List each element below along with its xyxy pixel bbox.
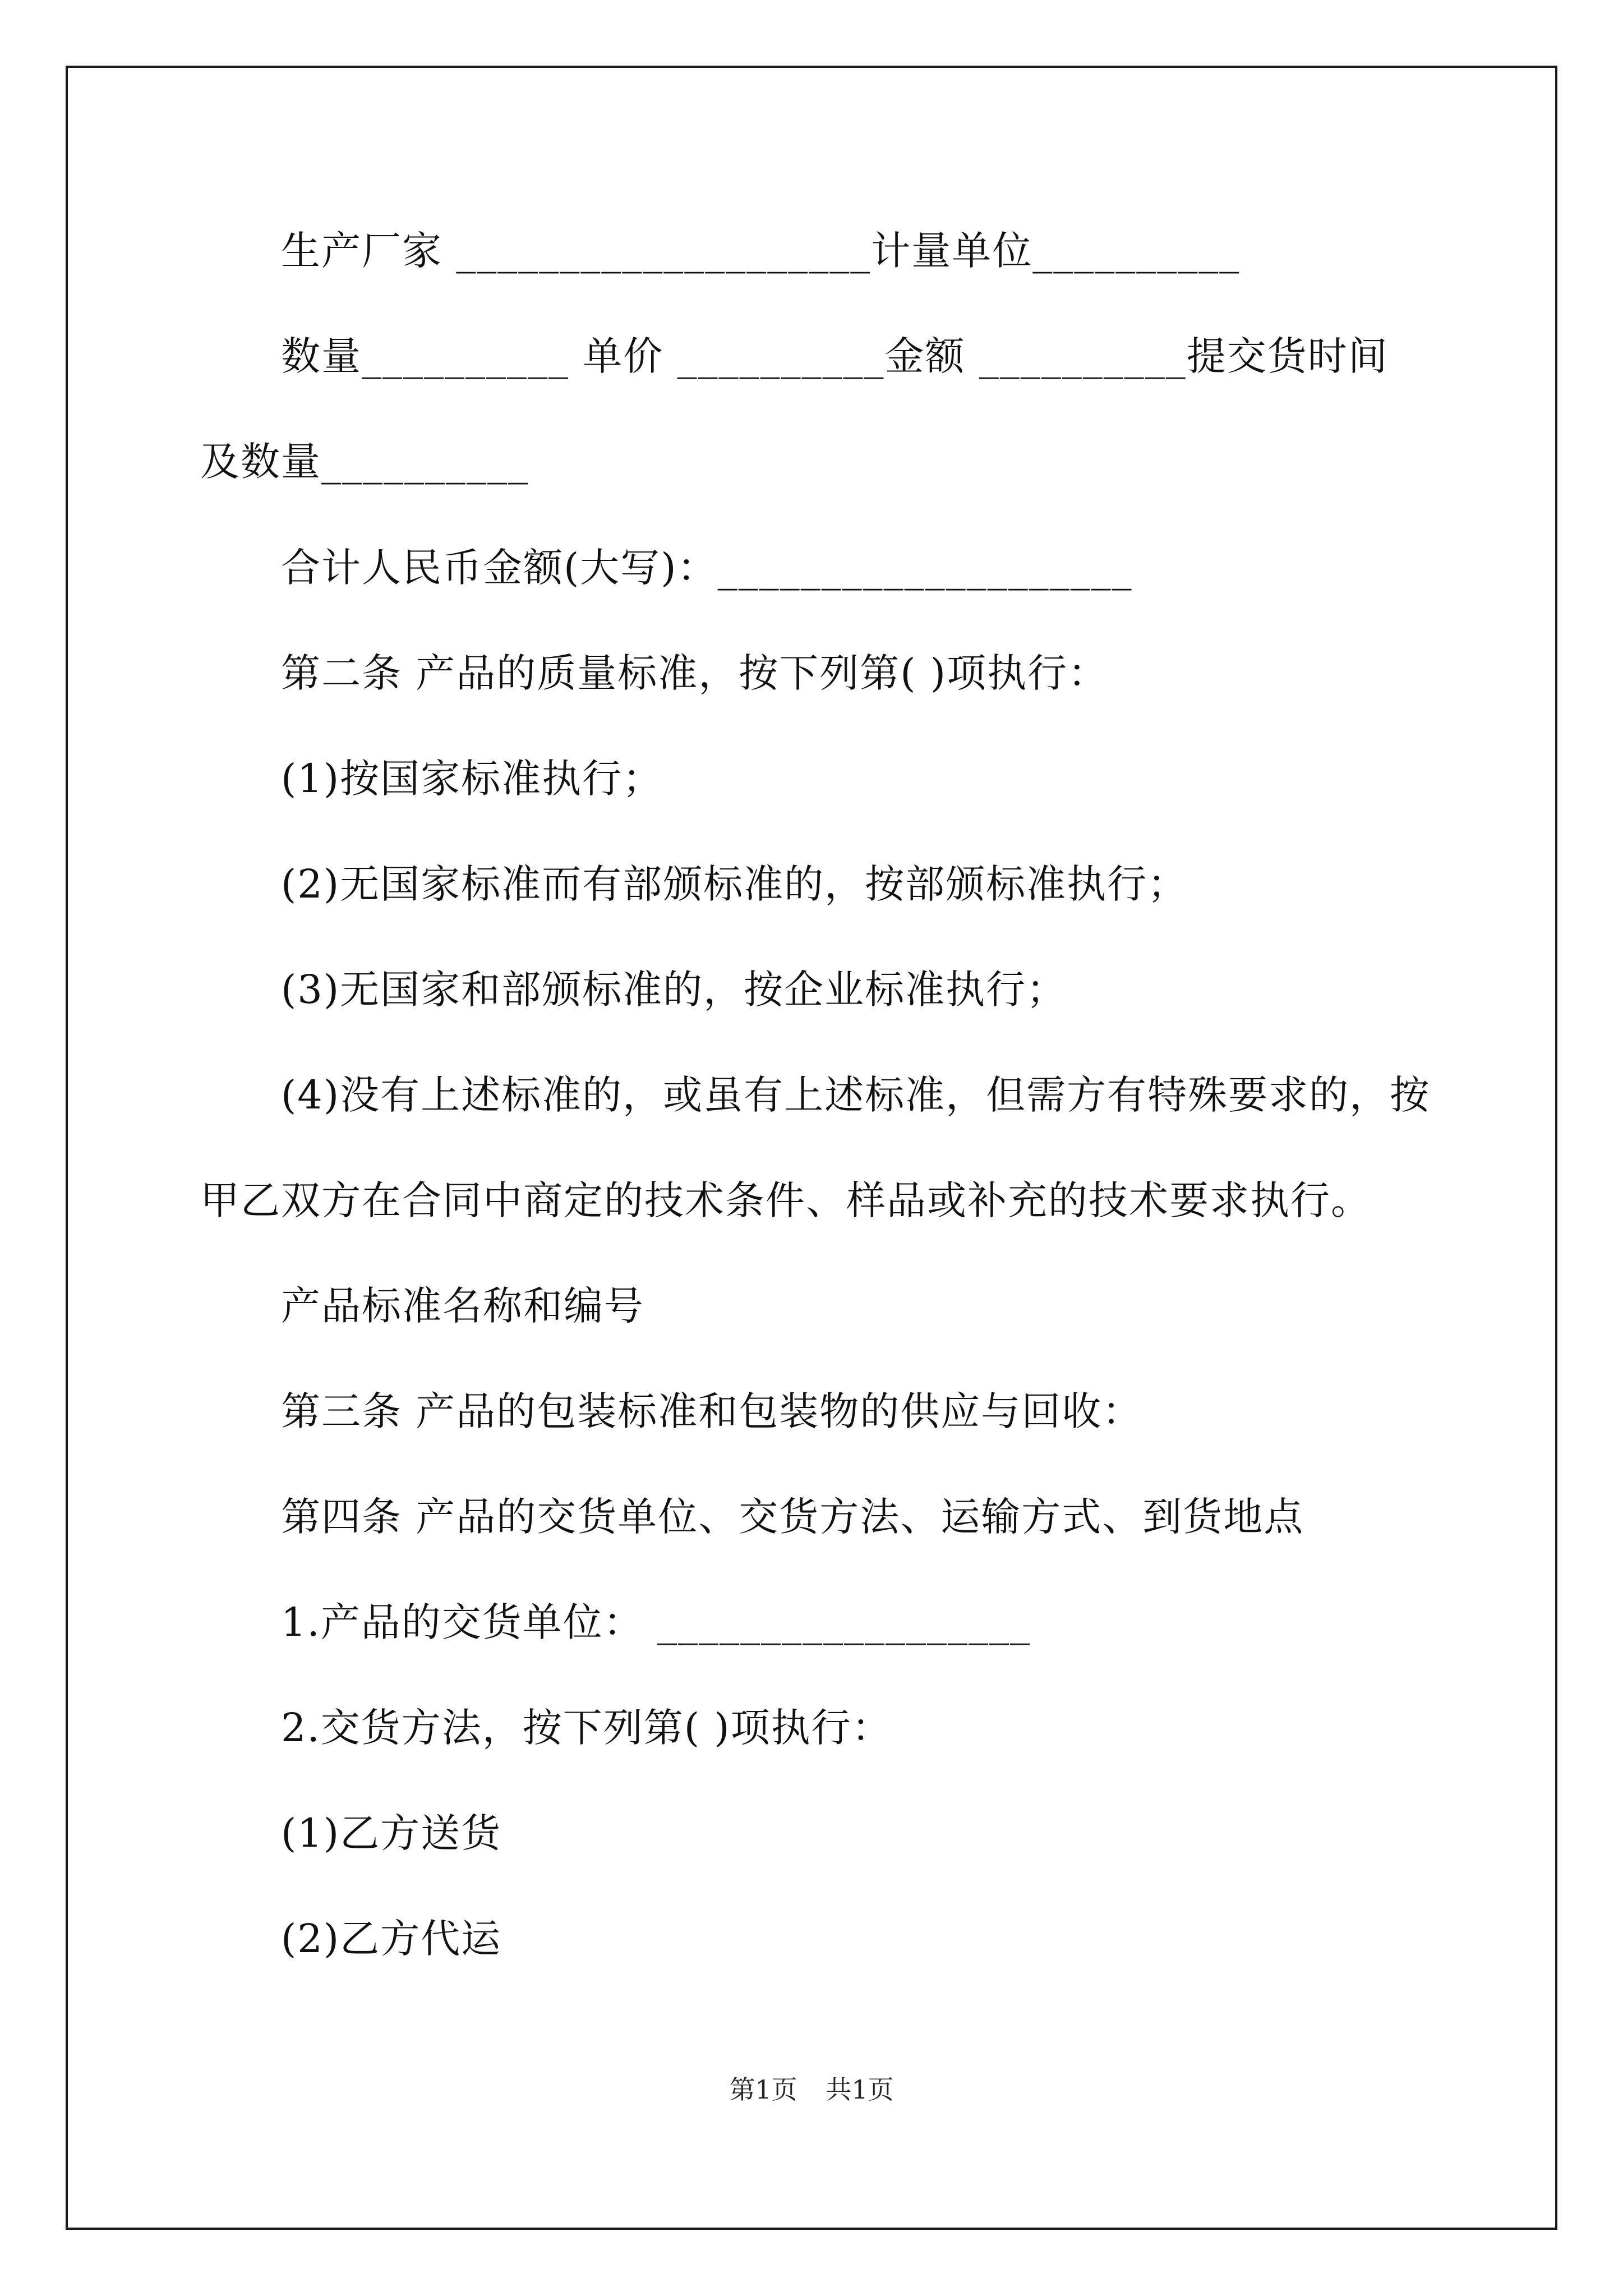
text-line-item-3: (3)无国家和部颁标准的，按企业标准执行；: [281, 967, 1067, 1013]
page-footer: [0, 2073, 1623, 2106]
text-line-manufacturer: 生产厂家 ____________________计量单位__________: [281, 228, 1241, 274]
text-line-delivery-unit: 1.产品的交货单位： __________________: [281, 1599, 1031, 1645]
text-line-delivery-quantity: 及数量__________: [200, 439, 529, 485]
text-line-total-amount: 合计人民币金额(大写)：____________________: [281, 545, 1133, 591]
heading-article-2: 第二条 产品的质量标准，按下列第( )项执行：: [281, 650, 1109, 696]
text-line-item-1: (1)按国家标准执行；: [281, 756, 663, 802]
heading-article-3: 第三条 产品的包装标准和包装物的供应与回收：: [281, 1388, 1143, 1434]
text-line-quantity-price: 数量__________ 单价 __________金额 __________提交货时间: [281, 333, 1389, 379]
text-line-item-4-cont: 甲乙双方在合同中商定的技术条件、样品或补充的技术要求执行。: [200, 1177, 1371, 1223]
page-total: 共1页: [826, 2074, 894, 2105]
text-line-standard-name: 产品标准名称和编号: [281, 1283, 644, 1329]
text-line-delivery-option-2: (2)乙方代运: [281, 1916, 502, 1962]
text-line-delivery-option-1: (1)乙方送货: [281, 1810, 502, 1856]
text-line-item-4: (4)没有上述标准的，或虽有上述标准，但需方有特殊要求的，按: [281, 1072, 1431, 1118]
text-line-item-2: (2)无国家标准而有部颁标准的，按部颁标准执行；: [281, 861, 1188, 907]
page-number: 第1页: [729, 2074, 797, 2105]
text-line-delivery-method: 2.交货方法，按下列第( )项执行：: [281, 1705, 892, 1751]
heading-article-4: 第四条 产品的交货单位、交货方法、运输方式、到货地点: [281, 1494, 1304, 1540]
